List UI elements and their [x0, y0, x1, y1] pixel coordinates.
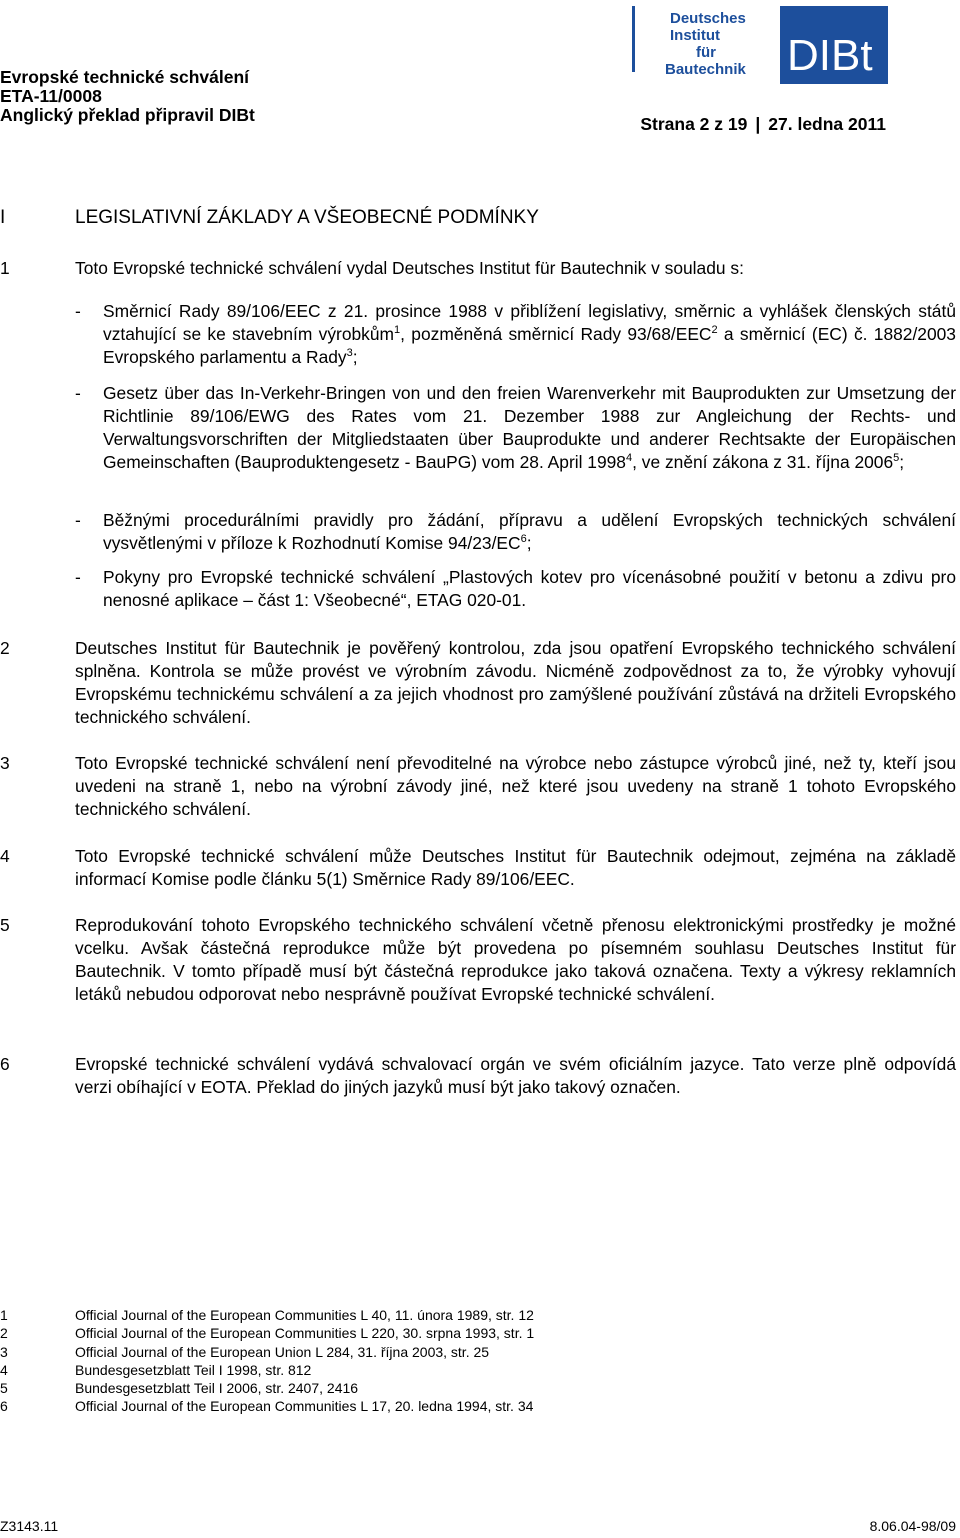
paragraph-text: Toto Evropské technické schválení není převoditelné na výrobce nebo zástupce výrobců jiné, než ty, kteří jsou uvedeni na straně 1, nebo na výrobní závody jiné, než které jsou uvedeny na straně 1 tohoto Evropského technického schválení. [75, 753, 956, 819]
paragraph-text: Evropské technické schválení vydává schvalovací orgán ve svém oficiálním jazyce. Tato verze plně odpovídá verzi obíhající v EOTA. Překlad do jiných jazyků musí být jako takový označen. [75, 1054, 956, 1097]
logo-word-deutsches: Deutsches [670, 10, 746, 27]
list-dash: - [75, 567, 81, 587]
document-header [0, 68, 255, 125]
header-date: 27. ledna 2011 [768, 114, 886, 134]
list-item-text: Běžnými procedurálními pravidly pro žádání, přípravu a udělení Evropských technických schválení vysvětlenými v příloze k Rozhodnutí Komise $94/23/EC^6$; [103, 510, 956, 553]
paragraph-number: 1 [0, 258, 10, 278]
header-title: Evropské technické schválení [0, 67, 250, 87]
paragraph-3 [0, 752, 956, 821]
footnote: 1 Official Journal of the European Communities L 40, 11. února 1989, str. 12 [0, 1307, 534, 1323]
footnote-ref: 4 [625, 452, 633, 465]
footnote-ref: 3 [346, 347, 353, 360]
list-dash: - [75, 510, 81, 530]
paragraph-text: Deutsches Institut für Bautechnik je pověřený kontrolou, zda jsou opatření Evropského technického schválení splněna. Kontrola se může provést ve výrobním závodu. Nicméně zodpovědnost za to, že výrobky vyhovují Evropskému technickému schválení a za jejich vhodnost pro zamýšlené používání zůstává na držiteli Evropského technického schválení. [75, 638, 956, 727]
footnote: 6 Official Journal of the European Communities L 17, 20. ledna 1994, str. 34 [0, 1398, 534, 1415]
paragraph-text: Reprodukování tohoto Evropského technického schválení včetně přenosu elektronickými prostředky je možné vcelku. Avšak částečná reprodukce může být provedena po písemném souhlasu Deutsches Institut für Bautechnik. V tomto případě musí být částečná reprodukce jako taková označena. Texty a výkresy reklamních letáků nebudou odporovat nebo nesprávně používat Evropské technické schválení. [75, 915, 956, 1004]
list-item-text: Směrnicí Rady 89/106/EEC z 21. prosince 1988 v přiblížení legislativy, směrnic a vyhlášek členských států vztahující se ke stavebním výrobkům$^1$, pozměněná směrnicí Rady 93/68/EEC$^2$ a směrnicí (EC) č. 1882/2003 Evropského parlamentu a Rady$^3$; [103, 301, 956, 367]
section-title: LEGISLATIVNÍ ZÁKLADY A VŠEOBECNÉ PODMÍNKY [75, 207, 539, 228]
paragraph-2 [0, 637, 956, 729]
paragraph-number: 5 [0, 915, 10, 935]
list-item-bauproduktengesetz [75, 382, 956, 474]
list-item-directive [75, 300, 956, 369]
list-item-text: Gesetz über das In-Verkehr-Bringen von und den freien Warenverkehr mit Bauprodukten zur Umsetzung der Richtlinie 89/106/EWG des Rates vom 21. Dezember 1988 zur Angleichung der Rechts- und Verwaltungsvorschriften der Mitgliedstaaten über Bauprodukte und anderer Rechtsakte der Europäischen Gemeinschaften (Bauproduktengesetz - BauPG) vom 28. April 1998$^4$, ve znění zákona z 31. října 2006$^5$; [103, 383, 956, 472]
paragraph-number: 3 [0, 753, 10, 773]
paragraph-text: Toto Evropské technické schválení může Deutsches Institut für Bautechnik odejmout, zejména na základě informací Komise podle článku 5(1) Směrnice Rady 89/106/EEC. [75, 846, 956, 889]
list-dash: - [75, 383, 81, 403]
logo-word-bautechnik: Bautechnik [665, 61, 746, 78]
list-item-procedural-rules [75, 509, 956, 555]
paragraph-6 [0, 1053, 956, 1099]
header-page-info: Strana 2 z 19 | 27. ledna 2011 [640, 114, 886, 134]
footnote-ref: 1 [394, 324, 401, 337]
footer-document-id: Z3143.11 [0, 1518, 59, 1534]
paragraph-text: Toto Evropské technické schválení vydal Deutsches Institut für Bautechnik v souladu s: [75, 258, 744, 278]
paragraph-number: 4 [0, 846, 10, 866]
list-item-etag [75, 566, 956, 612]
dibt-logo [632, 6, 888, 84]
footnote: 5 Bundesgesetzblatt Teil I 2006, str. 2407, 2416 [0, 1380, 359, 1397]
footnote-ref: 6 [520, 533, 527, 546]
list-dash: - [75, 301, 81, 321]
page-number: Strana 2 z 19 [640, 114, 748, 134]
paragraph-1 [0, 257, 956, 280]
logo-rule [632, 6, 635, 72]
footnotes [0, 1306, 956, 1416]
logo-word-institut: Institut [670, 27, 720, 44]
logo-word-fur: für [696, 44, 716, 61]
list-item-text: Pokyny pro Evropské technické schválení „Plastových kotev pro vícenásobné použití v betonu a zdivu pro nenosné aplikace – část 1: Všeobecné“, ETAG 020-01. [103, 567, 956, 610]
header-translation-note: Anglický překlad připravil DIBt [0, 105, 255, 125]
section-heading [0, 207, 539, 229]
header-eta-number: ETA-11/0008 [0, 86, 102, 106]
logo-mark-dibt: DIBt [787, 31, 873, 80]
paragraph-number: 2 [0, 638, 10, 658]
footnote: 2 Official Journal of the European Communities L 220, 30. srpna 1993, str. 1 [0, 1325, 535, 1342]
footnote-ref: 2 [711, 324, 718, 337]
section-number: I [0, 207, 6, 228]
paragraph-5 [0, 914, 956, 1006]
footnote-ref: 5 [893, 452, 900, 465]
paragraph-number: 6 [0, 1054, 10, 1074]
footnote: 3 Official Journal of the European Union L 284, 31. října 2003, str. 25 [0, 1343, 490, 1360]
paragraph-4 [0, 845, 956, 891]
footer-form-number: 8.06.04-98/09 [869, 1518, 956, 1534]
footnote: 4 Bundesgesetzblatt Teil I 1998, str. 812 [0, 1361, 312, 1378]
